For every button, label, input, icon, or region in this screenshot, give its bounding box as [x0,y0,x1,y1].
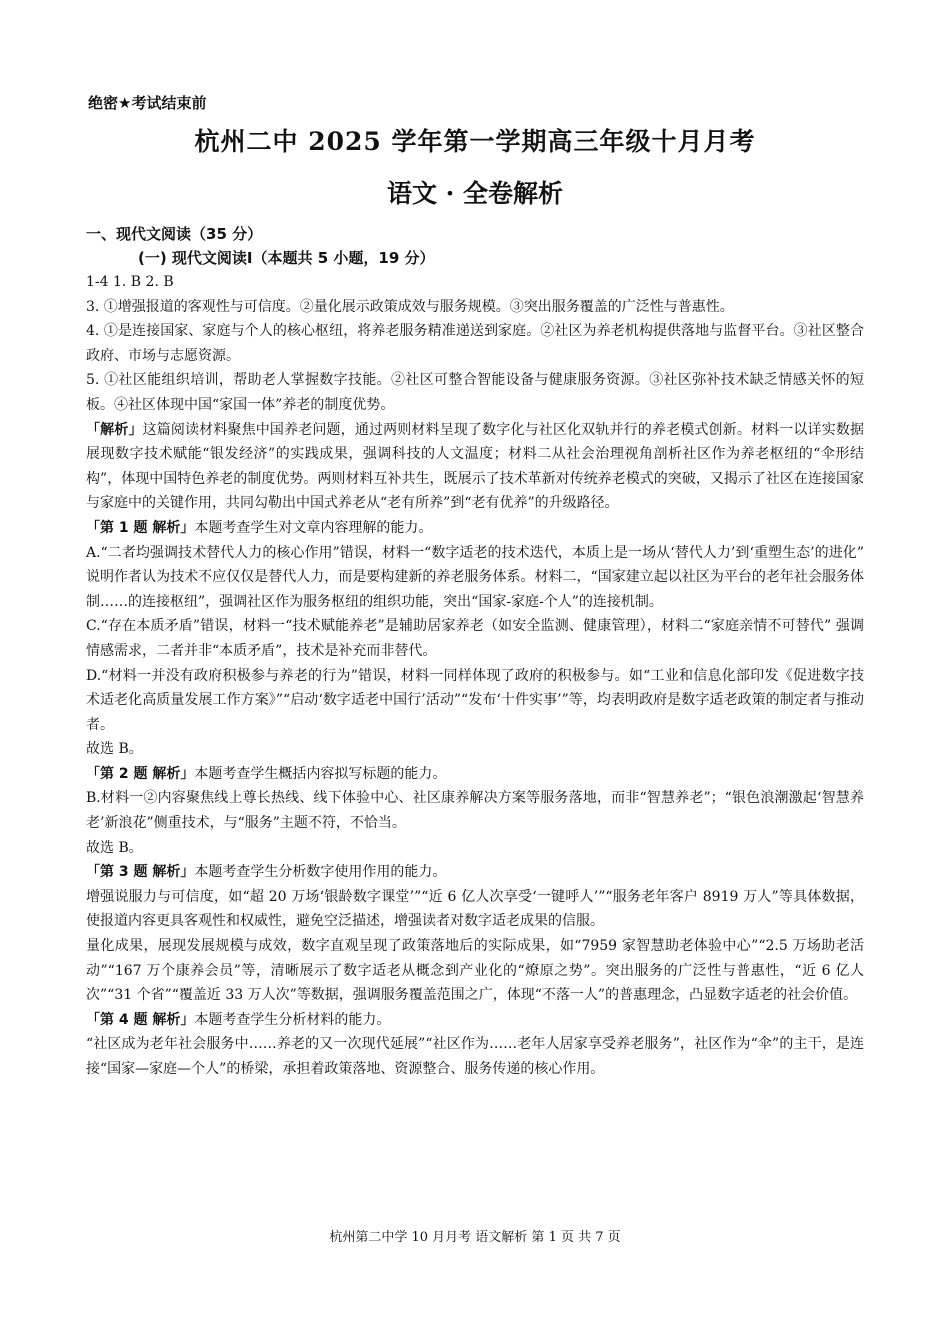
analysis-paragraph [86,541,864,615]
analysis-text: 本题考查学生分析数字使用作用的能力。 [194,864,447,881]
analysis-paragraph [86,614,864,663]
analysis-text: 量化成果，展现发展规模与成效，数字直观呈现了政策落地后的实际成果，如“7959 家智慧助老体验中心”“2.5 万场助老活动”“167 万个康养会员”等，清晰展示了数字适老从概念到产业化的“燎原之势”。突出服务的广泛性与普惠性，“近 6 亿人次”“31 个省”“覆盖近 33 万人次”等数据，强调服务覆盖范围之广，体现“不落一人”的普惠理念，凸显数字适老的社会价值。 [86,938,864,1004]
analysis-text: 增强说服力与可信度，如“超 20 万场‘银龄数字课堂’”“近 6 亿人次享受‘一键呼人’”“服务老年客户 8919 万人”等具体数据，使报道内容更具客观性和权威性，避免空泛描述，增强读者对数字适老成果的信服。 [86,888,864,930]
analysis-text: C.“存在本质矛盾”错误，材料一“技术赋能养老”是辅助居家养老（如安全监测、健康管理），材料二“家庭亲情不可替代” 强调情感需求，二者并非“本质矛盾”，技术是补充而非替代。 [86,618,864,659]
answer-choice [86,737,864,762]
answer-line [86,319,864,368]
answer-text: 4. ①是连接国家、家庭与个人的核心枢纽，将养老服务精准递送到家庭。②社区为养老机构提供落地与监督平台。③社区整合政府、市场与志愿资源。 [86,323,864,364]
analysis-paragraph [86,664,864,738]
analysis-tag: 「第 2 题 解析」 [86,765,195,782]
answer-line [86,270,864,295]
question-analysis-heading [86,860,864,885]
page-footer: 杭州第二中学 10 月月考 语文解析 第 1 页 共 7 页 [329,1230,621,1245]
analysis-paragraph [86,418,864,516]
confidential-label: 绝密★考试结束前 [88,94,207,112]
analysis-text: B.材料一②内容聚焦线上尊长热线、线下体验中心、社区康养解决方案等服务落地，而非“智慧养老”；“银色浪潮激起‘智慧养老’新浪花”侧重技术，与“服务”主题不符，不恰当。 [86,790,864,832]
analysis-text: “社区成为老年社会服务中……养老的又一次现代延展”“社区作为……老年人居家享受养老服务”，社区作为“伞”的主干，是连接“国家—家庭—个人”的桥梁，承担着政策落地、资源整合、服务传递的核心作用。 [86,1036,864,1077]
subsection-heading: (一) 现代文阅读Ⅰ（本题共 5 小题，19 分） [138,249,435,267]
exam-subtitle: 语文 · 全卷解析 [386,179,564,208]
exam-title: 杭州二中 2025 学年第一学期高三年级十月月考 [194,127,756,156]
question-analysis-heading [86,1008,864,1033]
analysis-paragraph [86,885,864,934]
answer-line [86,368,864,417]
analysis-text: 本题考查学生分析材料的能力。 [194,1011,391,1028]
answer-choice [86,836,864,861]
answer-text: 5. ①社区能组织培训，帮助老人掌握数字技能。②社区可整合智能设备与健康服务资源。③社区弥补技术缺乏情感关怀的短板。④社区体现中国“家国一体”养老的制度优势。 [86,372,864,413]
analysis-paragraph [86,934,864,1008]
answer-text: 1-4 1. B 2. B [86,274,174,290]
analysis-paragraph [86,1032,864,1081]
analysis-tag: 「第 3 题 解析」 [86,864,195,881]
analysis-tag: 「第 4 题 解析」 [86,1011,195,1028]
analysis-text: 故选 B。 [86,741,143,758]
question-analysis-heading [86,516,864,541]
analysis-text: D.“材料一并没有政府积极参与养老的行为”错误，材料一同样体现了政府的积极参与。如“工业和信息化部印发《促进数字技术适老化高质量发展工作方案》”“启动‘数字适老中国行’活动”“发布‘十件实事’”等，均表明政府是数字适老政策的制定者与推动者。 [86,667,864,733]
analysis-tag: 「第 1 题 解析」 [86,519,195,536]
section-heading: 一、现代文阅读（35 分） [86,225,263,243]
analysis-paragraph [86,786,864,835]
answer-text: 3. ①增强报道的客观性与可信度。②量化展示政策成效与服务规模。③突出服务覆盖的广泛性与普惠性。 [86,298,734,315]
analysis-text: 本题考查学生对文章内容理解的能力。 [194,519,433,536]
analysis-text: A.“二者均强调技术替代人力的核心作用”错误，材料一“数字适老的技术迭代，本质上是一场从‘替代人力’到‘重塑生态’的进化” 说明作者认为技术不应仅仅是替代人力，而是要构建新的养老服务体系。材料二，“国家建立起以社区为平台的老年社会服务体制……的连接枢纽”，强调社区作为服务枢纽的组织功能，突出“国家-家庭-个人”的连接机制。 [86,544,864,610]
question-analysis-heading [86,762,864,787]
analysis-text: 本题考查学生概括内容拟写标题的能力。 [194,765,447,782]
analysis-text: 这篇阅读材料聚焦中国养老问题，通过两则材料呈现了数字化与社区化双轨并行的养老模式创新。材料一以详实数据展现数字技术赋能“银发经济”的实践成果，强调科技的人文温度；材料二从社会治理视角剖析社区作为养老枢纽的“伞形结构”，体现中国特色养老的制度优势。两则材料互补共生，既展示了技术革新对传统养老模式的突破，又揭示了社区在连接国家与家庭中的关键作用，共同勾勒出中国式养老从“老有所养”到“老有优养”的升级路径。 [86,421,864,512]
analysis-text: 故选 B。 [86,839,143,856]
answer-body [86,270,864,1082]
analysis-tag: 「解析」 [86,421,143,438]
answer-line [86,295,864,320]
